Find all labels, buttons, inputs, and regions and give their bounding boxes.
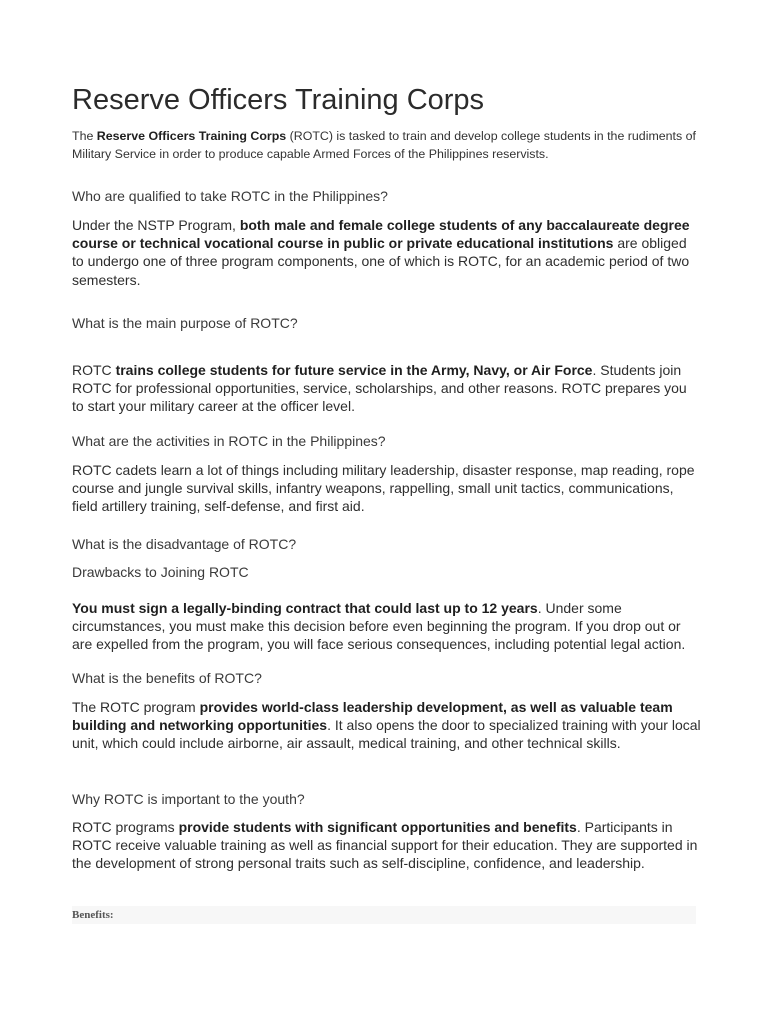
- answer-youth-post: . Participants in ROTC receive valuable training as well as financial support for their education. They are supported in the development of strong personal traits such as self-discipline, confidence, and leadership.: [72, 819, 698, 872]
- answer-youth-bold: provide students with significant opportunities and benefits: [178, 819, 577, 835]
- answer-youth: [72, 818, 702, 873]
- answer-qualified: [72, 216, 702, 289]
- answer-benefits: [72, 698, 702, 753]
- answer-disadvantage-post: . Under some circumstances, you must make this decision before even beginning the program. If you drop out or are expelled from the program, you will face serious consequences, including potential legal action.: [72, 600, 686, 653]
- question-qualified: Who are qualified to take ROTC in the Philippines?: [72, 188, 388, 204]
- question-purpose: What is the main purpose of ROTC?: [72, 315, 298, 331]
- drawbacks-heading: Drawbacks to Joining ROTC: [72, 564, 249, 580]
- answer-activities: ROTC cadets learn a lot of things including military leadership, disaster response, map reading, rope course and jungle survival skills, infantry weapons, rappelling, small unit tactics, communications, field artillery training, self-defense, and first aid.: [72, 462, 695, 515]
- question-disadvantage: What is the disadvantage of ROTC?: [72, 536, 297, 552]
- answer-purpose-post: . Students join ROTC for professional opportunities, service, scholarships, and other reasons. ROTC prepares you to start your military career at the officer level.: [72, 362, 687, 415]
- answer-purpose-bold: trains college students for future service in the Army, Navy, or Air Force: [115, 362, 593, 378]
- answer-purpose-pre: ROTC: [72, 362, 116, 378]
- answer-disadvantage-bold: You must sign a legally-binding contract that could last up to 12 years: [72, 600, 538, 616]
- intro-post: (ROTC) is tasked to train and develop college students in the rudiments of Military Service in order to produce capable Armed Forces of the Philippines reservists.: [72, 129, 696, 161]
- question-youth: Why ROTC is important to the youth?: [72, 791, 305, 807]
- benefits-bar: [72, 906, 696, 924]
- answer-qualified-bold: both male and female college students of any baccalaureate degree course or technical vocational course in public or private educational institutions: [72, 217, 690, 252]
- answer-qualified-post: are obliged to undergo one of three program components, one of which is ROTC, for an academic period of two semesters.: [72, 235, 690, 288]
- question-benefits: What is the benefits of ROTC?: [72, 670, 262, 686]
- intro-pre: The: [72, 129, 97, 143]
- intro-paragraph: [72, 128, 700, 163]
- answer-purpose: [72, 361, 702, 416]
- benefits-label: Benefits:: [72, 909, 114, 921]
- page-title: Reserve Officers Training Corps: [72, 84, 485, 116]
- question-activities: What are the activities in ROTC in the Philippines?: [72, 433, 386, 449]
- intro-bold: Reserve Officers Training Corps: [96, 129, 287, 143]
- answer-benefits-post: . It also opens the door to specialized training with your local unit, which could include airborne, air assault, medical training, and other technical skills.: [72, 717, 701, 752]
- answer-benefits-bold: provides world-class leadership development, as well as valuable team building and networking opportunities: [72, 699, 673, 734]
- answer-disadvantage: [72, 599, 702, 654]
- answer-youth-pre: ROTC programs: [72, 819, 179, 835]
- answer-benefits-pre: The ROTC program: [72, 699, 200, 715]
- answer-qualified-pre: Under the NSTP Program,: [72, 217, 240, 233]
